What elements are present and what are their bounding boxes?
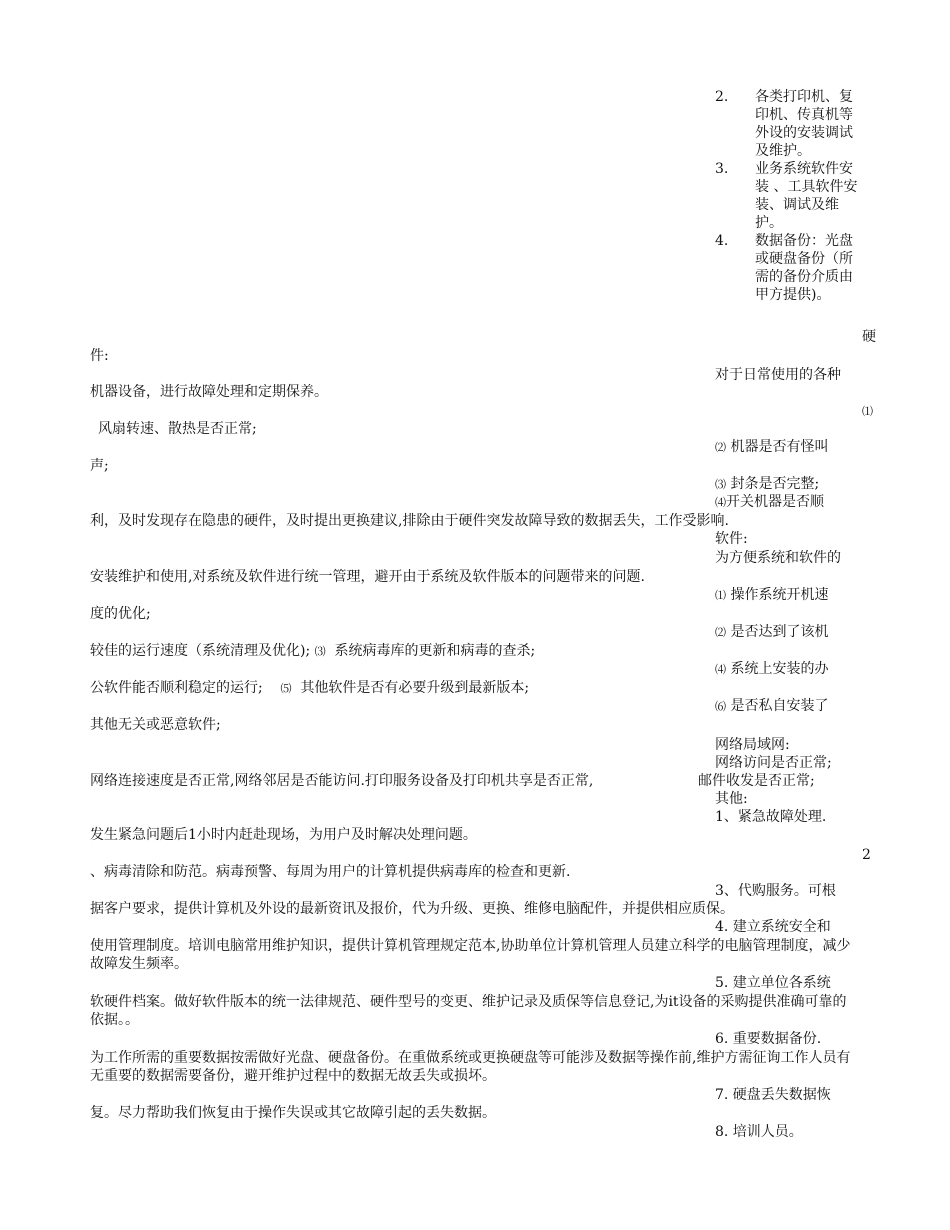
list-text: 数据备份：光盘或硬盘备份（所需的备份介质由甲方提供)。	[755, 233, 853, 303]
hardware-item2-number: ⑵	[715, 441, 726, 454]
other-s6-title: 6. 重要数据备份.	[715, 1031, 822, 1047]
other-s4-title: 4. 建立系统安全和	[715, 919, 831, 935]
software-item5-number: ⑸	[280, 682, 292, 695]
list-number: 2.	[715, 89, 729, 105]
software-item2-number: ⑵	[715, 626, 726, 639]
hardware-item1-number: ⑴	[862, 405, 873, 418]
other-s7-title: 7. 硬盘丢失数据恢	[715, 1087, 831, 1103]
hardware-item4-number: ⑷	[715, 496, 726, 509]
software-item5-text: 其他软件是否有必要升级到最新版本;	[300, 680, 530, 696]
software-item6-text: 是否私自安装了	[730, 698, 829, 714]
list-number: 3.	[715, 161, 729, 177]
software-item3-text: 系统病毒库的更新和病毒的查杀;	[334, 643, 536, 659]
software-item2-text: 是否达到了该机	[730, 624, 829, 640]
hardware-heading-b: 件:	[90, 348, 109, 364]
network-line2: 网络连接速度是否正常,网络邻居是否能访问.打印服务设备及打印机共享是否正常,	[90, 773, 594, 789]
software-intro-b: 安装维护和使用,对系统及软件进行统一管理，避开由于系统及软件版本的问题带来的问题.	[90, 569, 645, 585]
hardware-item2-text: 机器是否有怪叫	[730, 439, 829, 455]
hardware-item3-text: 封条是否完整;	[730, 476, 820, 492]
other-heading: 其他:	[715, 791, 748, 807]
other-s7-body: 复。尽力帮助我们恢复由于操作失误或其它故障引起的丢失数据。	[90, 1105, 496, 1121]
network-line1: 网络访问是否正常;	[715, 755, 832, 771]
other-s5-body: 软硬件档案。做好软件版本的统一法律规范、硬件型号的变更、维护记录及质保等信息登记,为it设备的采购提供准确可靠的依据。。	[90, 994, 847, 1028]
software-item1-text: 操作系统开机速	[730, 587, 829, 603]
hardware-item2-a	[715, 438, 828, 457]
hardware-item1: 风扇转速、散热是否正常;	[98, 421, 257, 437]
software-item6-b: 其他无关或恶意软件;	[90, 717, 221, 733]
software-item2-b-and-item3	[90, 642, 535, 661]
network-heading: 网络局域网:	[715, 737, 790, 753]
software-item2-b: 较佳的运行速度（系统清理及优化);	[90, 643, 311, 659]
software-item6-number: ⑹	[715, 700, 726, 713]
list-text: 各类打印机、复印机、传真机等外设的安装调试及维护。	[755, 89, 853, 159]
hardware-intro-b: 机器设备，进行故障处理和定期保养。	[90, 384, 328, 400]
software-item3-number: ⑶	[314, 645, 326, 658]
software-item4-number: ⑷	[715, 663, 726, 676]
hardware-item4-text: 开关机器是否顺	[726, 494, 824, 510]
software-item6-a	[715, 697, 828, 716]
software-item1-number: ⑴	[715, 589, 726, 602]
software-item4-b-and-item5	[90, 679, 529, 698]
hardware-item3	[715, 475, 819, 494]
other-s4-body: 使用管理制度。培训电脑常用维护知识，提供计算机管理规定范本,协助单位计算机管理人员建立科学的电脑管理制度，减少故障发生频率。	[90, 938, 851, 972]
list-item	[715, 160, 865, 232]
list-item	[715, 232, 865, 304]
software-item1-a	[715, 586, 828, 605]
other-s1-title: 1、紧急故障处理.	[715, 809, 827, 825]
software-intro-a: 为方便系统和软件的	[715, 550, 841, 566]
hardware-intro-a: 对于日常使用的各种	[715, 367, 841, 383]
software-item4-b: 公软件能否顺利稳定的运行;	[90, 680, 263, 696]
other-s6-body: 为工作所需的重要数据按需做好光盘、硬盘备份。在重做系统或更换硬盘等可能涉及数据等操作前,维护方需征询工作人员有无重要的数据需要备份，避开维护过程中的数据无故丢失或损坏。	[90, 1050, 851, 1084]
network-line3: 邮件收发是否正常;	[698, 773, 815, 789]
hardware-item2-b: 声;	[90, 458, 109, 474]
software-item2-a	[715, 623, 828, 642]
other-s8-title: 8. 培训人员。	[715, 1124, 803, 1140]
other-s1-body: 发生紧急问题后1小时内赶赴现场，为用户及时解决处理问题。	[90, 827, 477, 843]
hardware-heading-a: 硬	[862, 329, 876, 345]
list-item	[715, 88, 865, 160]
hardware-item3-number: ⑶	[715, 478, 726, 491]
other-s3-body: 据客户要求，提供计算机及外设的最新资讯及报价，代为升级、更换、维修电脑配件，并提供相应质保。	[90, 901, 734, 917]
hardware-item4-b: 利，及时发现存在隐患的硬件，及时提出更换建议,排除由于硬件突发故障导致的数据丢失，工作受影响.	[90, 513, 729, 529]
software-heading: 软件:	[715, 531, 748, 547]
other-s5-title: 5. 建立单位各系统	[715, 975, 831, 991]
list-text: 业务系统软件安装 、工具软件安装、调试及维护。	[755, 161, 858, 231]
list-number: 4.	[715, 233, 729, 249]
software-item4-a	[715, 660, 828, 679]
other-s2-number: 2	[862, 847, 871, 863]
hardware-item4-a	[715, 493, 824, 512]
software-item1-b: 度的优化;	[90, 606, 151, 622]
software-item4-text: 系统上安装的办	[730, 661, 829, 677]
other-s2-body: 、病毒清除和防范。病毒预警、每周为用户的计算机提供病毒库的检查和更新.	[90, 864, 571, 880]
top-numbered-list	[715, 88, 865, 304]
other-s3-title: 3、代购服务。可根	[715, 883, 836, 899]
